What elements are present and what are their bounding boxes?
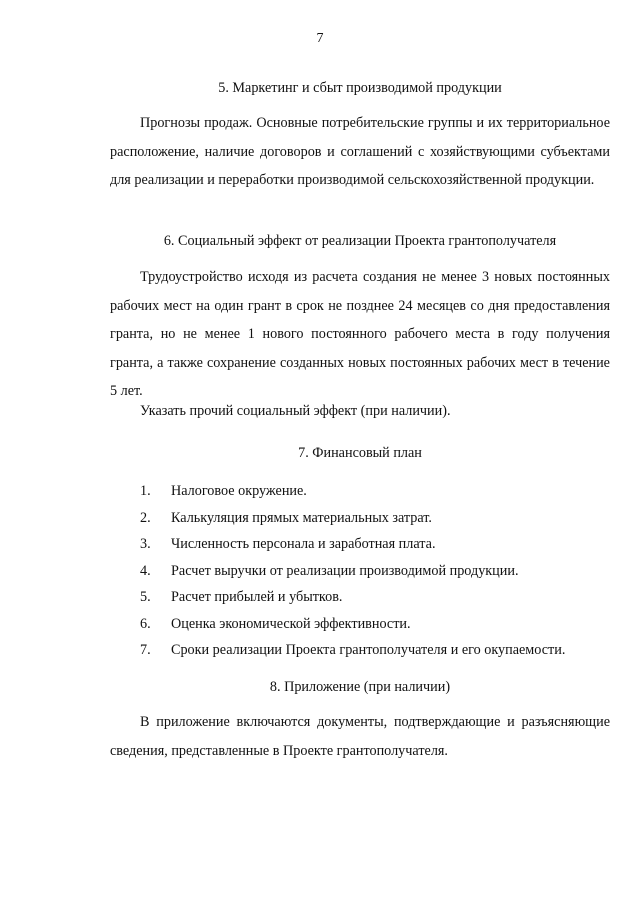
list-item xyxy=(140,561,610,588)
list-item-text: Калькуляция прямых материальных затрат. xyxy=(171,509,432,526)
list-item-number: 6. xyxy=(140,615,151,632)
section-8-heading: 8. Приложение (при наличии) xyxy=(269,679,451,695)
section-6-heading: 6. Социальный эффект от реализации Проекта грантополучателя xyxy=(163,233,557,249)
section-6-note: Указать прочий социальный эффект (при наличии). xyxy=(140,403,451,419)
page-number: 7 xyxy=(316,31,324,46)
list-item-text: Расчет выручки от реализации производимой продукции. xyxy=(171,562,519,579)
list-item xyxy=(140,614,610,641)
list-item xyxy=(140,587,610,614)
section-8-paragraph: В приложение включаются документы, подтверждающие и разъясняющие сведения, представленные в Проекте грантополучателя. xyxy=(110,714,610,759)
list-item-text: Сроки реализации Проекта грантополучателя и его окупаемости. xyxy=(171,642,566,658)
list-item-number: 3. xyxy=(140,536,151,552)
section-6-paragraph: Трудоустройство исходя из расчета создания не менее 3 новых постоянных рабочих мест на один грант в срок не позднее 24 месяцев со дня предоставления гранта, но не менее 1 нового постоянного рабочего места в году получения гранта, а также сохранение созданных новых постоянных рабочих мест в течение 5 лет. xyxy=(110,269,610,399)
list-item-text: Налоговое окружение. xyxy=(171,483,307,499)
list-item-number: 2. xyxy=(140,509,151,526)
list-item-number: 4. xyxy=(140,562,151,579)
list-item-text: Численность персонала и заработная плата. xyxy=(171,536,436,552)
list-item xyxy=(140,640,610,667)
list-item-text: Расчет прибылей и убытков. xyxy=(171,589,343,605)
financial-plan-list xyxy=(140,481,610,667)
section-5-paragraph: Прогнозы продаж. Основные потребительские группы и их территориальное расположение, наличие договоров и соглашений с хозяйствующими субъектами для реализации и переработки производимой сельскохозяйственной продукции. xyxy=(110,115,610,188)
section-7-heading: 7. Финансовый план xyxy=(298,445,422,461)
list-item xyxy=(140,508,610,535)
list-item xyxy=(140,534,610,561)
list-item-number: 1. xyxy=(140,483,151,499)
section-5-heading: 5. Маркетинг и сбыт производимой продукции xyxy=(218,80,502,96)
list-item xyxy=(140,481,610,508)
list-item-number: 7. xyxy=(140,642,151,658)
list-item-text: Оценка экономической эффективности. xyxy=(171,615,411,632)
list-item-number: 5. xyxy=(140,589,151,605)
